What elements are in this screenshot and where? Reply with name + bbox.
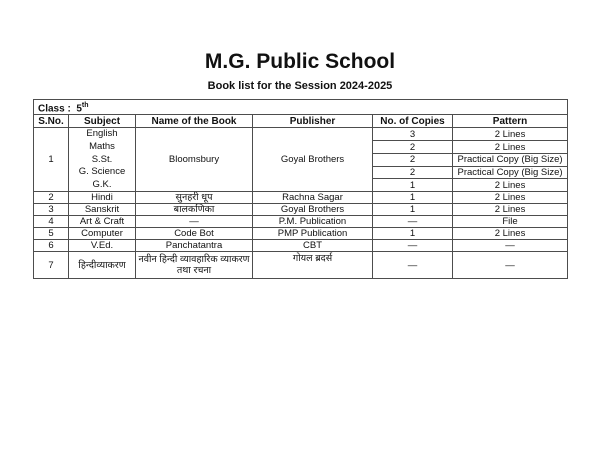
col-header-subject: Subject [69,115,136,128]
cell-subject: हिन्दीव्याकरण [69,252,136,279]
cell-pattern: 2 Lines [453,128,568,141]
cell-subject: Hindi [69,192,136,204]
cell-subject: Sanskrit [69,204,136,216]
cell-book: नवीन हिन्दी व्यावहारिक व्याकरण तथा रचना [136,252,253,279]
table-row-4 [34,216,568,228]
cell-pattern: 2 Lines [453,179,568,192]
cell-publisher: CBT [253,240,373,252]
cell-copies: 2 [373,153,453,166]
subject-line: S.St. [91,153,113,165]
header-row [34,115,568,128]
cell-pattern: Practical Copy (Big Size) [453,153,568,166]
table-row-3 [34,204,568,216]
cell-sno: 6 [34,240,69,252]
table-row-7 [34,252,568,279]
cell-sno: 5 [34,228,69,240]
book-list-table [33,99,568,279]
subject-line: G. Science [78,166,126,178]
cell-subject: Computer [69,228,136,240]
cell-book: Bloomsbury [136,128,253,192]
cell-book: Panchatantra [136,240,253,252]
table-row-2 [34,192,568,204]
cell-publisher: Goyal Brothers [253,204,373,216]
cell-copies: 3 [373,128,453,141]
cell-book: Code Bot [136,228,253,240]
cell-pattern: File [453,216,568,228]
cell-copies: 1 [373,228,453,240]
cell-pattern: 2 Lines [453,204,568,216]
cell-copies: — [373,252,453,279]
cell-sno: 7 [34,252,69,279]
cell-sno: 3 [34,204,69,216]
cell-sno: 1 [34,128,69,192]
class-ordinal-suffix: th [81,102,89,109]
cell-pattern: Practical Copy (Big Size) [453,166,568,179]
class-value: 5 [76,103,82,115]
cell-subjects [69,128,136,192]
page-title: M.G. Public School [204,50,396,73]
cell-pattern: 2 Lines [453,192,568,204]
cell-copies: — [373,240,453,252]
cell-pattern: — [453,240,568,252]
col-header-book: Name of the Book [136,115,253,128]
cell-copies: 1 [373,192,453,204]
col-header-sno: S.No. [34,115,69,128]
cell-copies: 2 [373,166,453,179]
cell-pattern: 2 Lines [453,141,568,154]
cell-subject: V.Ed. [69,240,136,252]
page-subtitle: Book list for the Session 2024-2025 [207,80,393,92]
cell-publisher: PMP Publication [253,228,373,240]
class-label: Class : [38,103,71,115]
subject-line: Maths [89,140,115,152]
cell-publisher: गोयल ब्रदर्स [253,252,373,279]
cell-publisher: Rachna Sagar [253,192,373,204]
table-row-6 [34,240,568,252]
cell-pattern: — [453,252,568,279]
table-row-5 [34,228,568,240]
table-row-1 [34,128,568,141]
cell-sno: 2 [34,192,69,204]
subject-line: English [86,128,118,140]
cell-book: बालकणिका [136,204,253,216]
cell-publisher: Goyal Brothers [253,128,373,192]
cell-copies: 2 [373,141,453,154]
subject-line: G.K. [92,178,112,190]
cell-pattern: 2 Lines [453,228,568,240]
cell-copies: 1 [373,179,453,192]
cell-sno: 4 [34,216,69,228]
cell-subject: Art & Craft [69,216,136,228]
class-cell [34,100,568,115]
col-header-pattern: Pattern [453,115,568,128]
cell-copies: — [373,216,453,228]
cell-book: सुनहरी धूप [136,192,253,204]
col-header-copies: No. of Copies [373,115,453,128]
cell-book: — [136,216,253,228]
class-row [34,100,568,115]
cell-copies: 1 [373,204,453,216]
col-header-publisher: Publisher [253,115,373,128]
cell-publisher: P.M. Publication [253,216,373,228]
